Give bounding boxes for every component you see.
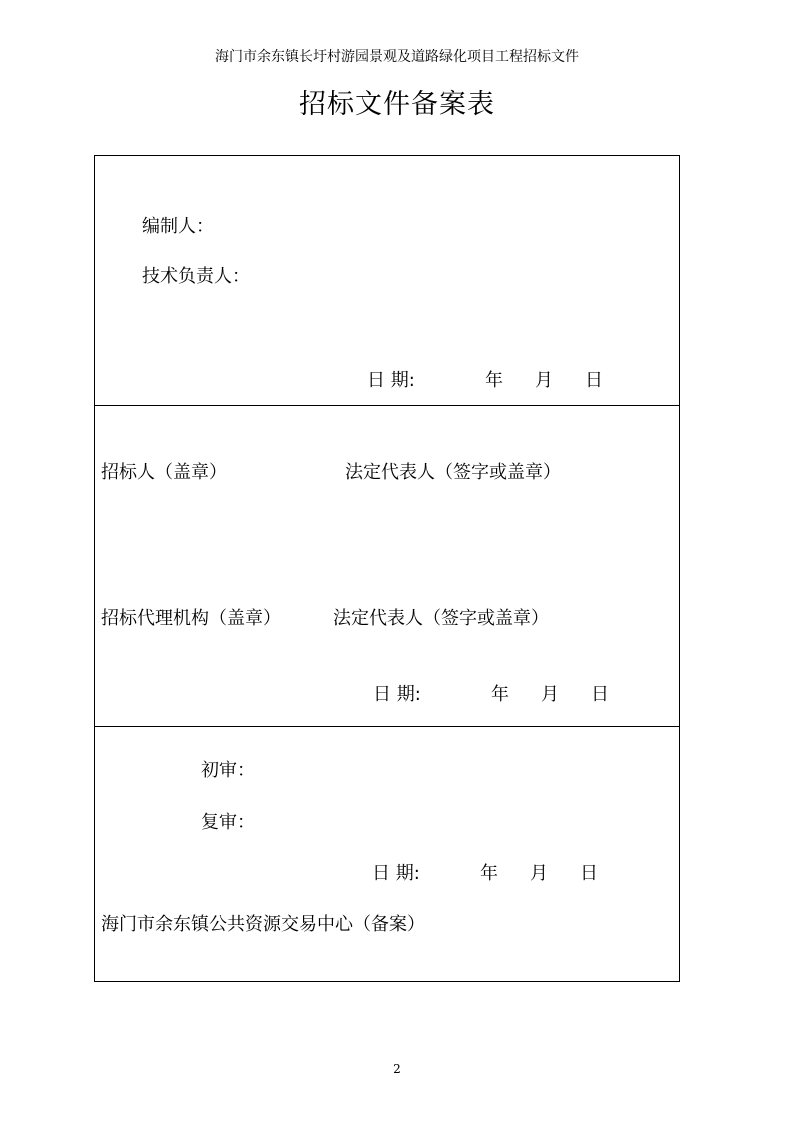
month-label: 月 (530, 863, 548, 884)
trading-center-label: 海门市余东镇公共资源交易中心（备案） (101, 914, 425, 935)
year-label: 年 (485, 370, 503, 391)
day-label: 日 (585, 370, 603, 391)
day-label: 日 (580, 863, 598, 884)
month-label: 月 (541, 684, 559, 705)
tech-lead-label: 技术负责人： (142, 266, 250, 287)
section-divider (95, 726, 679, 727)
year-label: 年 (480, 863, 498, 884)
page-title: 招标文件备案表 (299, 89, 495, 120)
compiler-label: 编制人： (142, 216, 214, 237)
running-header: 海门市余东镇长圩村游园景观及道路绿化项目工程招标文件 (215, 49, 579, 65)
tenderer-label: 招标人（盖章） (101, 462, 227, 483)
day-label: 日 (591, 684, 609, 705)
date-label: 日 期: (367, 370, 415, 391)
filing-form-table (94, 155, 680, 982)
section-divider (95, 405, 679, 406)
date-label: 日 期: (372, 863, 420, 884)
date-label: 日 期: (373, 684, 421, 705)
month-label: 月 (535, 370, 553, 391)
agency-rep-label: 法定代表人（签字或盖章） (333, 608, 549, 629)
initial-review-label: 初审： (201, 760, 255, 781)
re-review-label: 复审： (201, 812, 255, 833)
year-label: 年 (491, 684, 509, 705)
agency-label: 招标代理机构（盖章） (101, 608, 281, 629)
tenderer-rep-label: 法定代表人（签字或盖章） (345, 462, 561, 483)
page-number: 2 (393, 1062, 401, 1076)
